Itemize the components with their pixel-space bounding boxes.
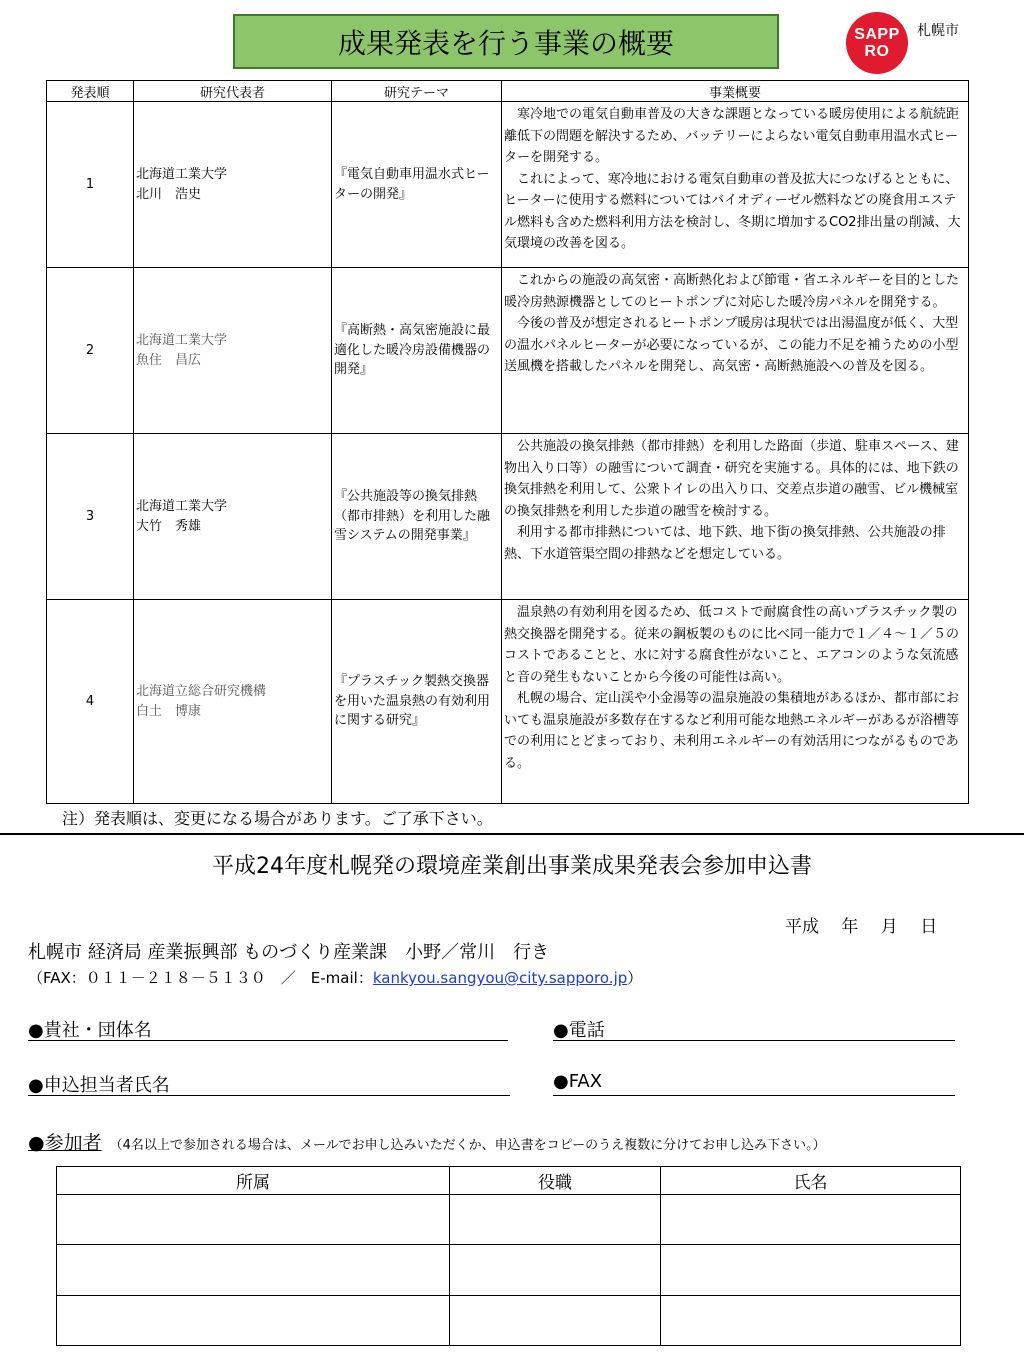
- representative-cell: [134, 434, 332, 600]
- email-link[interactable]: kankyou.sangyou@city.sapporo.jp: [372, 969, 628, 987]
- overview-paragraph: これによって、寒冷地における電気自動車の普及拡大につなげるとともに、ヒーターに使用する燃料についてはバイオディーゼル燃料などの廃食用エステル燃料も含めた燃料利用方法を検討し、冬期に増加するCO2排出量の削減、大気環境の改善を図る。: [504, 171, 961, 251]
- destination-line: 札幌市 経済局 産業振興部 ものづくり産業課 小野／常川 行き: [28, 942, 550, 963]
- representative-cell: [134, 102, 332, 268]
- col-header-order: 発表順: [47, 81, 134, 102]
- overview-cell: [502, 268, 969, 434]
- overview-paragraph: 札幌の場合、定山渓や小金湯等の温泉施設の集積地があるほか、都市部においても温泉施設が多数存在するなど利用可能な地熱エネルギーがあるが浴槽等での利用にとどまっており、未利用エネルギーの有効活用につながるものである。: [504, 691, 960, 771]
- logo-text-bottom: RO: [864, 43, 890, 60]
- table-row: [57, 1245, 961, 1295]
- overview-paragraph: これからの施設の高気密・高断熱化および節電・省エネルギーを目的とした暖冷房熱源機器としてのヒートポンプに対応した暖冷房パネルを開発する。: [504, 273, 960, 310]
- phone-field[interactable]: [553, 1016, 955, 1041]
- fax-suffix: ）: [627, 969, 643, 987]
- institution: 北海道工業大学: [136, 167, 228, 182]
- company-name-field[interactable]: [28, 1016, 508, 1041]
- table-row: [57, 1295, 961, 1345]
- representative-cell: [134, 268, 332, 434]
- name-input-cell[interactable]: [661, 1245, 961, 1295]
- table-row: [47, 600, 969, 804]
- order-cell: 2: [47, 268, 134, 434]
- phone-label: ●電話: [553, 1020, 605, 1041]
- fax-field[interactable]: [553, 1071, 955, 1096]
- institution: 北海道工業大学: [136, 333, 228, 348]
- theme-cell: 『公共施設等の換気排熱（都市排熱）を利用した融雪システムの開発事業』: [332, 434, 502, 600]
- overview-paragraph: 今後の普及が想定されるヒートポンプ暖房は現状では出湯温度が低く、大型の温水パネルヒーターが必要になっているが、この能力不足を補うための小型送風機を搭載したパネルを開発し、高気密・高断熱施設への普及を図る。: [504, 316, 959, 374]
- theme-cell: 『電気自動車用温水式ヒーターの開発』: [332, 102, 502, 268]
- summary-header-row: [47, 81, 969, 102]
- order-cell: 1: [47, 102, 134, 268]
- overview-cell: [502, 102, 969, 268]
- project-summary-table: [46, 80, 969, 804]
- col-header-representative: 研究代表者: [134, 81, 332, 102]
- company-name-label: ●貴社・団体名: [28, 1020, 152, 1041]
- col-header-affiliation: 所属: [57, 1167, 450, 1195]
- col-header-name: 氏名: [661, 1167, 961, 1195]
- theme-cell: 『高断熱・高気密施設に最適化した暖冷房設備機器の開発』: [332, 268, 502, 434]
- overview-paragraph: 寒冷地での電気自動車普及の大きな課題となっている暖房使用による航続距離低下の問題を解決するため、バッテリーによらない電気自動車用温水式ヒーターを開発する。: [504, 107, 960, 165]
- contact-line: [28, 967, 642, 988]
- overview-paragraph: 利用する都市排熱については、地下鉄、地下街の換気排熱、公共施設の排熱、下水道管渠空間の排熱などを想定している。: [504, 525, 946, 562]
- form-title: 平成24年度札幌発の環境産業創出事業成果発表会参加申込書: [212, 854, 812, 879]
- col-header-position: 役職: [450, 1167, 661, 1195]
- affiliation-input-cell[interactable]: [57, 1245, 450, 1295]
- person: 白土 博康: [136, 703, 202, 719]
- overview-paragraph: 温泉熱の有効利用を図るため、低コストで耐腐食性の高いプラスチック製の熱交換器を開発する。従来の鋼板製のものに比べ同一能力で１／４～１／５のコストであることと、水に対する腐食性がないこと、エアコンのような気流感と音の発生もないことから今後の可能性は高い。: [504, 605, 960, 685]
- name-input-cell[interactable]: [661, 1295, 961, 1345]
- affiliation-input-cell[interactable]: [57, 1295, 450, 1345]
- institution: 北海道立総合研究機構: [136, 684, 267, 699]
- table-row: [47, 268, 969, 434]
- col-header-theme: 研究テーマ: [332, 81, 502, 102]
- logo-text-top: SAPP: [854, 26, 900, 43]
- table-row: [47, 102, 969, 268]
- overview-cell: [502, 600, 969, 804]
- overview-paragraph: 公共施設の換気排熱（都市排熱）を利用した路面（歩道、駐車スペース、建物出入り口等）の融雪について調査・研究を実施する。具体的には、地下鉄の換気排熱を利用して、公衆トイレの出入り口、交差点歩道の融雪、ビル機械室の換気排熱を利用した歩道の融雪を検討する。: [504, 439, 959, 519]
- page-title: 成果発表を行う事業の概要: [233, 14, 779, 69]
- order-cell: 3: [47, 434, 134, 600]
- participants-label: ●参加者: [28, 1132, 102, 1154]
- sapporo-logo: [846, 12, 908, 74]
- person: 北川 浩史: [136, 186, 202, 202]
- order-change-note: 注）発表順は、変更になる場合があります。ご了承下さい。: [62, 809, 493, 828]
- participants-heading: [28, 1128, 826, 1155]
- participants-header-row: [57, 1167, 961, 1195]
- fax-prefix: （FAX：０１１－２１８－５１３０ ／ E-mail：: [28, 969, 373, 987]
- theme-cell: 『プラスチック製熱交換器を用いた温泉熱の有効利用に関する研究』: [332, 600, 502, 804]
- position-input-cell[interactable]: [450, 1245, 661, 1295]
- col-header-overview: 事業概要: [502, 81, 969, 102]
- affiliation-input-cell[interactable]: [57, 1195, 450, 1245]
- person: 魚住 昌広: [136, 352, 202, 368]
- table-row: [47, 434, 969, 600]
- position-input-cell[interactable]: [450, 1195, 661, 1245]
- date-line: 平成 年 月 日: [785, 917, 938, 937]
- city-name: 札幌市: [917, 23, 959, 39]
- participants-table: [56, 1166, 961, 1346]
- fax-field-label: ●FAX: [553, 1071, 603, 1092]
- name-input-cell[interactable]: [661, 1195, 961, 1245]
- contact-person-field[interactable]: [28, 1071, 510, 1096]
- contact-person-label: ●申込担当者氏名: [28, 1075, 170, 1096]
- overview-cell: [502, 434, 969, 600]
- institution: 北海道工業大学: [136, 499, 228, 514]
- person: 大竹 秀雄: [136, 518, 202, 534]
- table-row: [57, 1195, 961, 1245]
- position-input-cell[interactable]: [450, 1295, 661, 1345]
- representative-cell: [134, 600, 332, 804]
- order-cell: 4: [47, 600, 134, 804]
- section-divider: [0, 833, 1024, 835]
- participants-note: （4名以上で参加される場合は、メールでお申し込みいただくか、申込書をコピーのうえ複数に分けてお申し込み下さい。）: [109, 1138, 826, 1153]
